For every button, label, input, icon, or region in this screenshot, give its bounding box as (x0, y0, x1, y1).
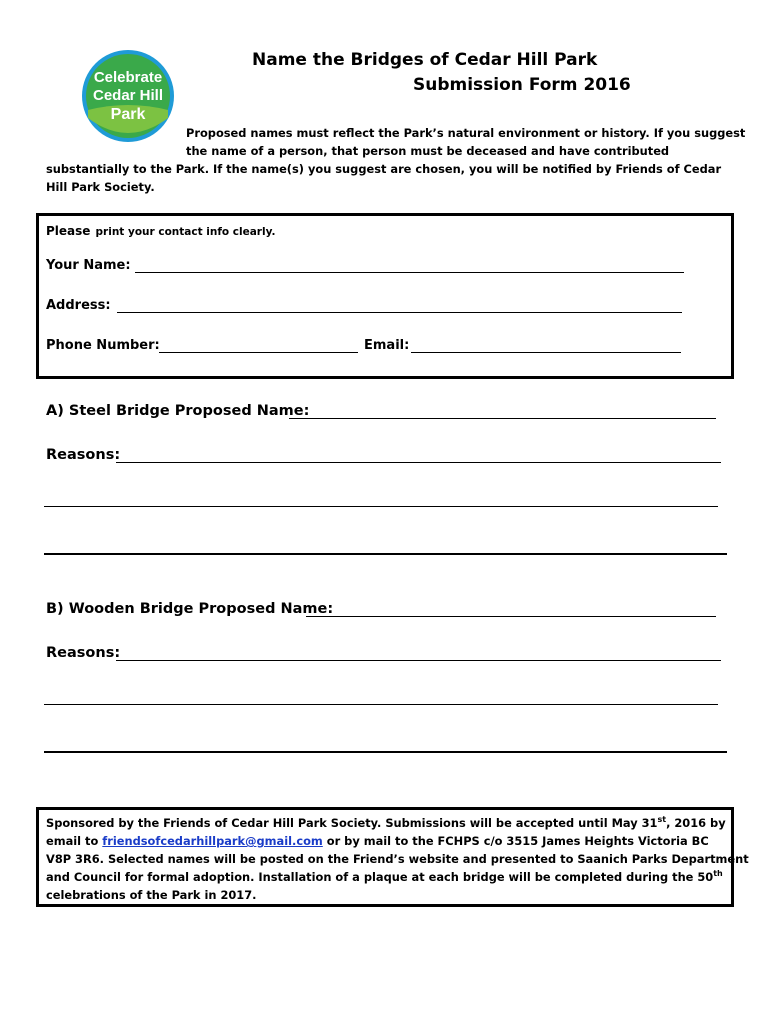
intro-line-4: Hill Park Society. (46, 180, 155, 194)
sponsor-line-5: celebrations of the Park in 2017. (46, 888, 257, 902)
steel-bridge-label: A) Steel Bridge Proposed Name: (46, 403, 310, 419)
intro-line-1: Proposed names must reflect the Park’s natural environment or history. If you suggest (186, 126, 746, 140)
form-subtitle: Submission Form 2016 (413, 75, 631, 95)
address-label: Address: (46, 298, 111, 313)
form-title: Name the Bridges of Cedar Hill Park (252, 50, 598, 70)
sponsor-line-2-end: or by mail to the FCHPS c/o 3515 James Heights Victoria BC (322, 834, 709, 848)
wooden-bridge-name-field[interactable] (306, 616, 716, 617)
intro-line-3: substantially to the Park. If the name(s) you suggest are chosen, you will be notified by Friends of Cedar (46, 162, 722, 176)
steel-reasons-field-3[interactable] (44, 553, 727, 555)
phone-field[interactable] (159, 352, 358, 353)
logo-line2: Cedar Hill (92, 87, 164, 104)
sponsor-line-1-text: Sponsored by the Friends of Cedar Hill Park Society. Submissions will be accepted until May 31 (46, 816, 658, 830)
logo-line3: Park (110, 106, 146, 123)
wooden-reasons-field-3[interactable] (44, 751, 727, 753)
steel-reasons-field-2[interactable] (44, 506, 718, 507)
superscript-st: st (657, 815, 667, 825)
contact-instruction-lead: Please (46, 224, 91, 238)
logo-line1: Celebrate (93, 69, 163, 86)
superscript-th: th (713, 869, 723, 879)
sponsor-line-4-text: and Council for formal adoption. Installation of a plaque at each bridge will be completed during the 50 (46, 870, 714, 884)
email-link[interactable]: friendsofcedarhillpark@gmail.com (102, 834, 323, 848)
steel-bridge-name-field[interactable] (289, 418, 716, 419)
steel-reasons-label: Reasons: (46, 447, 121, 463)
wooden-reasons-field-1[interactable] (116, 660, 721, 661)
wooden-reasons-field-2[interactable] (44, 704, 718, 705)
email-field[interactable] (411, 352, 681, 353)
email-label: Email: (364, 338, 410, 353)
wooden-bridge-label: B) Wooden Bridge Proposed Name: (46, 601, 334, 617)
sponsor-line-1-end: , 2016 by (666, 816, 726, 830)
your-name-field[interactable] (135, 272, 684, 273)
sponsor-line-3: V8P 3R6. Selected names will be posted on the Friend’s website and presented to Saanich Parks Department (46, 852, 749, 866)
park-logo (80, 48, 176, 144)
contact-instruction-rest: print your contact info clearly. (95, 226, 276, 238)
address-field[interactable] (117, 312, 682, 313)
intro-line-2: the name of a person, that person must be deceased and have contributed (186, 144, 670, 158)
sponsor-line-4 (46, 868, 728, 886)
your-name-label: Your Name: (46, 258, 131, 273)
sponsor-line-2-start: email to (46, 834, 103, 848)
sponsor-line-1 (46, 814, 728, 832)
wooden-reasons-label: Reasons: (46, 645, 121, 661)
contact-instruction (46, 220, 275, 239)
sponsor-text (46, 814, 749, 904)
sponsor-line-2 (46, 832, 728, 850)
steel-reasons-field-1[interactable] (116, 462, 721, 463)
phone-label: Phone Number: (46, 338, 160, 353)
